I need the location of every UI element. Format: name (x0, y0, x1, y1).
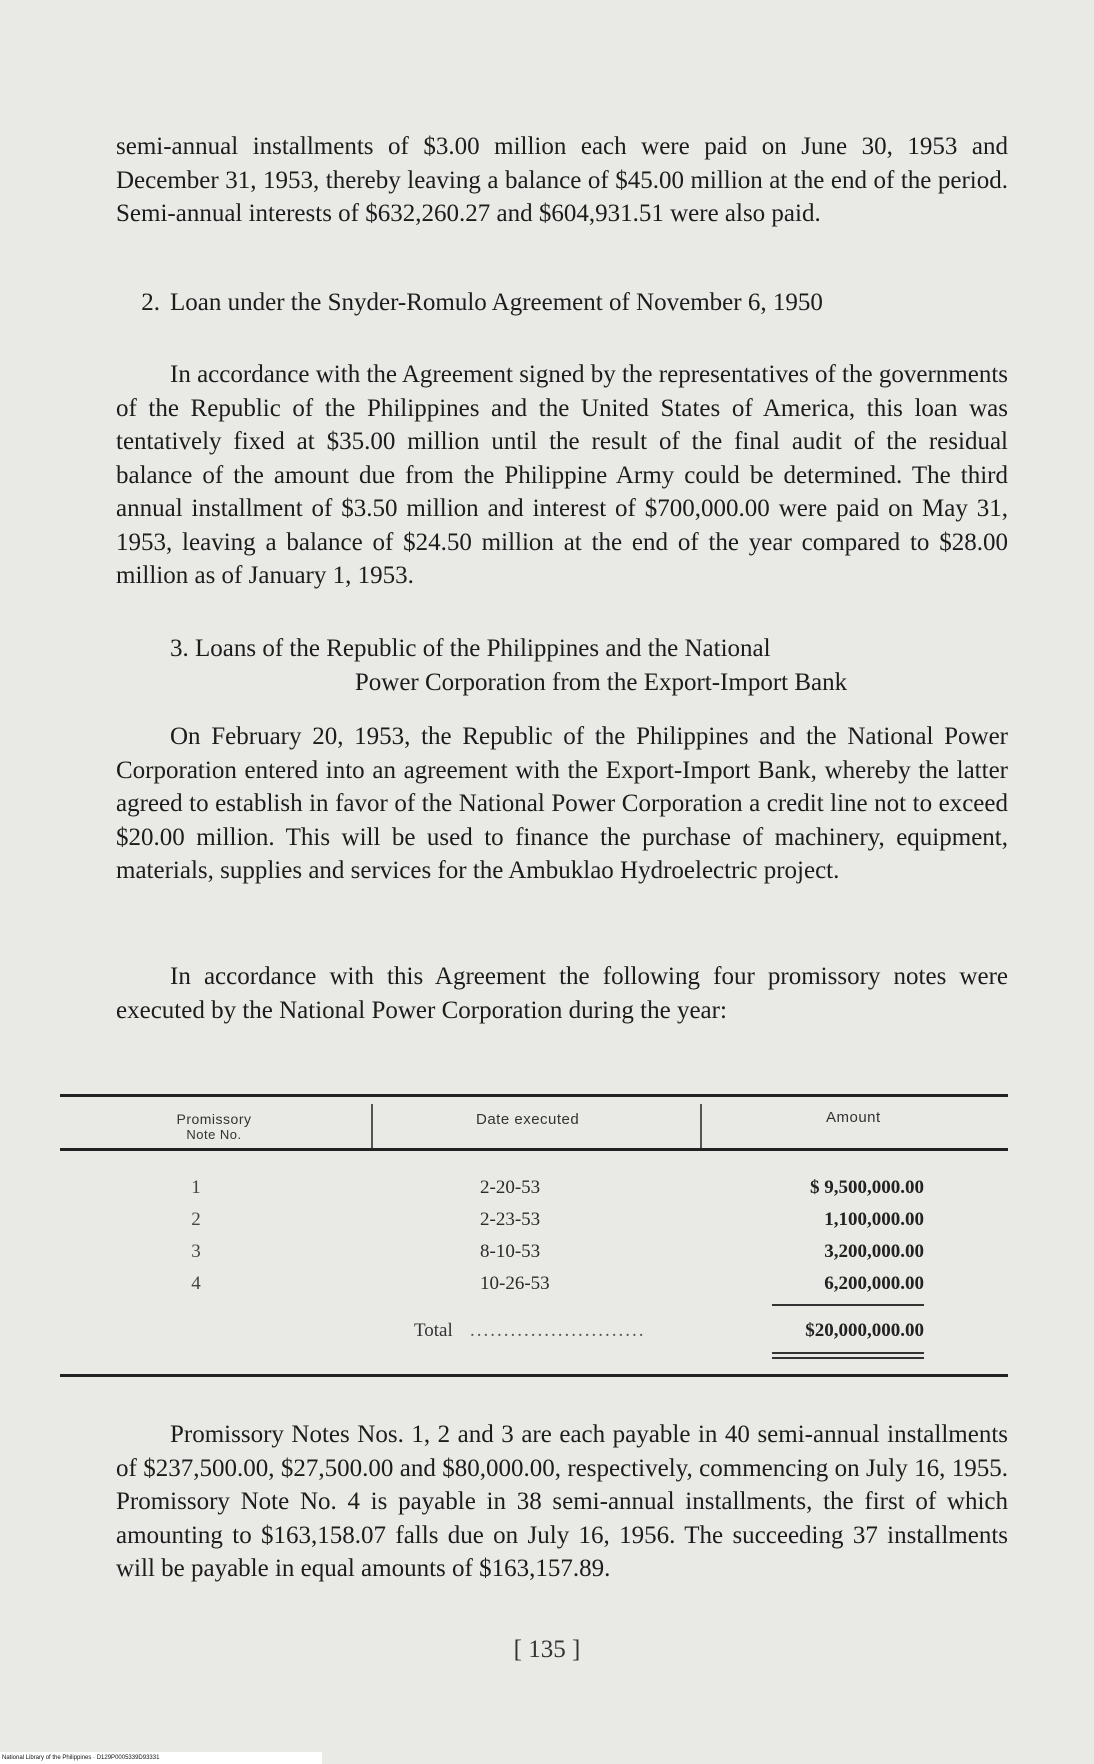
table-row (60, 1204, 1008, 1236)
date-executed: 8-10-53 (480, 1241, 541, 1262)
table-row (60, 1268, 1008, 1300)
section-title-2: Loan under the Snyder-Romulo Agreement of November 6, 1950 (170, 289, 823, 316)
note-amount: 3,200,000.00 (824, 1241, 924, 1262)
table-row (60, 1236, 1008, 1268)
section-number-3: 3. (170, 635, 189, 662)
section-number-2: 2. (141, 289, 160, 316)
table-total-row (60, 1314, 1008, 1348)
header-note-no-label: Note No. (186, 1127, 242, 1142)
date-executed: 2-23-53 (480, 1209, 541, 1230)
subtotal-rule (772, 1304, 924, 1306)
header-amount: Amount (826, 1109, 881, 1126)
paragraph-export-import-agreement: On February 20, 1953, the Republic of the Philippines and the National Power Corporation entered into an agreement with the Export-Import Bank, whereby the latter agreed to establish in favor of the National Power Corporation a credit line not to exceed $20.00 million. This will be used to finance the purchase of machinery, equipment, materials, supplies and services for the Ambuklao Hydroelectric project. (116, 723, 1008, 884)
table-top-rule (60, 1094, 1008, 1097)
header-promissory-note-no (154, 1112, 274, 1142)
note-number: 1 (191, 1177, 201, 1198)
table-row (60, 1172, 1008, 1204)
date-executed: 2-20-53 (480, 1177, 541, 1198)
section-heading-2 (116, 286, 1008, 320)
paragraph-loan-installments: semi-annual installments of $3.00 million each were paid on June 30, 1953 and December 31, 1953, thereby leaving a balance of $45.00 million at the end of the period. Semi-annual interests of $632,260.27 and $604,931.51 were also paid. (116, 133, 1008, 227)
paragraph-payment-schedule: Promissory Notes Nos. 1, 2 and 3 are each payable in 40 semi-annual installments of $237,500.00, $27,500.00 and $80,000.00, respectively, commencing on July 16, 1955. Promissory Note No. 4 is payable in 38 semi-annual installments, the first of which amounting to $163,158.07 falls due on July 16, 1956. The succeeding 37 installments will be payable in equal amounts of $163,157.89. (116, 1421, 1008, 1582)
library-footer-label: National Library of the Philippines · D129P0005339D93331 (0, 1752, 322, 1764)
column-separator-1 (371, 1104, 373, 1148)
note-number: 2 (191, 1209, 201, 1230)
note-amount: 1,100,000.00 (824, 1209, 924, 1230)
note-amount: 6,200,000.00 (824, 1273, 924, 1294)
total-double-rule-top (772, 1352, 924, 1354)
section-title-3-line1: Loans of the Republic of the Philippines and the National (195, 635, 771, 662)
total-amount: $20,000,000.00 (805, 1320, 924, 1341)
note-amount: $ 9,500,000.00 (810, 1177, 924, 1198)
section-title-3-line2: Power Corporation from the Export-Import Bank (354, 668, 848, 696)
paragraph-promissory-intro: In accordance with this Agreement the following four promissory notes were executed by the National Power Corporation during the year: (116, 963, 1008, 1024)
section-heading-3 (116, 632, 1008, 699)
paragraph-snyder-romulo: In accordance with the Agreement signed by the representatives of the governments of the Republic of the Philippines and the United States of America, this loan was tentatively fixed at $35.00 million until the result of the final audit of the residual balance of the amount due from the Philippine Army could be determined. The third annual installment of $3.50 million and interest of $700,000.00 were paid on May 31, 1953, leaving a balance of $24.50 million at the end of the year compared to $28.00 million as of January 1, 1953. (116, 361, 1008, 589)
date-executed: 10-26-53 (480, 1273, 550, 1294)
table-bottom-rule (60, 1374, 1008, 1377)
total-double-rule-bottom (772, 1357, 924, 1359)
page-number: [ 135 ] (513, 1636, 581, 1663)
table-header-rule (60, 1148, 1008, 1151)
header-date-executed: Date executed (476, 1111, 580, 1128)
note-number: 3 (191, 1241, 201, 1262)
table-header (60, 1100, 1008, 1146)
total-leader-dots: .......................... (470, 1320, 646, 1341)
total-label: Total (414, 1320, 453, 1341)
note-number: 4 (191, 1273, 201, 1294)
column-separator-2 (700, 1104, 702, 1148)
header-promissory-label: Promissory (176, 1111, 252, 1127)
